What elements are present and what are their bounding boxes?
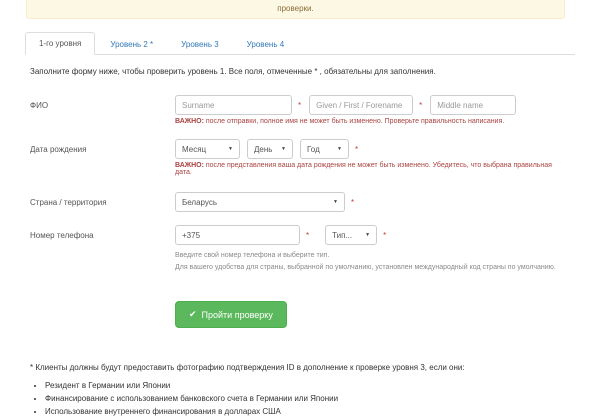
phone-type-select-value: Тип...: [332, 230, 353, 240]
name-note-important: ВАЖНО:: [175, 118, 204, 125]
chevron-down-icon: ▼: [228, 146, 233, 152]
tab-level-2[interactable]: Уровень 2 *: [110, 40, 154, 49]
name-row: [0, 95, 600, 115]
submit-verification-label: Пройти проверку: [201, 309, 273, 320]
country-select[interactable]: [175, 192, 345, 212]
footnote-intro: * Клиенты должны будут предоставить фотографию подтверждения ID в дополнение к проверке уровня 3, если они:: [30, 363, 465, 373]
footnote-item: • Финансирование с использованием банковского счета в Германии или Японии: [45, 394, 570, 403]
country-row: [0, 192, 600, 212]
submit-verification-button[interactable]: [175, 301, 287, 328]
tab-level-4[interactable]: Уровень 4: [246, 40, 285, 49]
check-icon: ✔: [189, 309, 197, 320]
verification-tabs: [25, 32, 575, 55]
name-note-text: после отправки, полное имя не может быть изменено. Проверьте правильность написания.: [205, 118, 505, 125]
required-asterisk: *: [355, 144, 359, 154]
day-select[interactable]: [247, 139, 293, 159]
phone-help-line-1: Введите свой номер телефона и выберите тип.: [175, 252, 330, 259]
dob-note: [175, 162, 570, 176]
surname-input[interactable]: [175, 95, 292, 115]
year-select-value: Год: [307, 144, 320, 154]
dob-note-text: после представления ваша дата рождения не может быть изменено. Убедитесь, что выбрана правильная дата.: [175, 162, 552, 176]
chevron-down-icon: ▼: [337, 146, 342, 152]
day-select-value: День: [254, 144, 273, 154]
phone-row: [0, 225, 600, 245]
tab-level-3[interactable]: Уровень 3: [181, 40, 219, 49]
footnote-item: • Использование внутреннего финансирования в долларах США: [45, 407, 570, 416]
year-select[interactable]: [300, 139, 349, 159]
name-label: ФИО: [30, 100, 49, 110]
phone-type-select[interactable]: [325, 225, 377, 245]
required-asterisk: *: [383, 230, 387, 240]
chevron-down-icon: ▼: [365, 232, 371, 238]
footnote: [30, 363, 570, 416]
alert-banner-text: проверки.: [277, 4, 314, 13]
given-name-input[interactable]: [309, 95, 413, 115]
required-asterisk: *: [306, 230, 310, 240]
dob-label: Дата рождения: [30, 144, 87, 154]
month-select[interactable]: [175, 139, 240, 159]
chevron-down-icon: ▼: [333, 199, 338, 205]
month-select-value: Месяц: [182, 144, 207, 154]
chevron-down-icon: ▼: [281, 146, 286, 152]
dob-note-important: ВАЖНО:: [175, 162, 204, 169]
country-label: Страна / территория: [30, 197, 107, 207]
alert-banner: [26, 0, 565, 19]
middle-name-input[interactable]: [430, 95, 516, 115]
country-select-value: Беларусь: [182, 197, 217, 207]
footnote-list: [45, 381, 570, 416]
required-asterisk: *: [351, 197, 355, 207]
phone-help: [175, 250, 570, 273]
phone-help-line-2: Для вашего удобства для страны, выбранной по умолчанию, установлен международный код страны по умолчанию.: [175, 263, 556, 271]
dob-row: [0, 139, 600, 159]
footnote-item: • Резидент в Германии или Японии: [45, 381, 570, 390]
phone-label: Номер телефона: [30, 230, 94, 240]
name-note: [175, 118, 570, 125]
required-asterisk: *: [298, 100, 302, 110]
form-instructions: Заполните форму ниже, чтобы проверить уровень 1. Все поля, отмеченные * , обязательны для заполнения.: [30, 67, 436, 76]
tab-level-1[interactable]: 1-го уровня: [25, 32, 95, 55]
required-asterisk: *: [419, 100, 423, 110]
phone-input[interactable]: [175, 225, 300, 245]
